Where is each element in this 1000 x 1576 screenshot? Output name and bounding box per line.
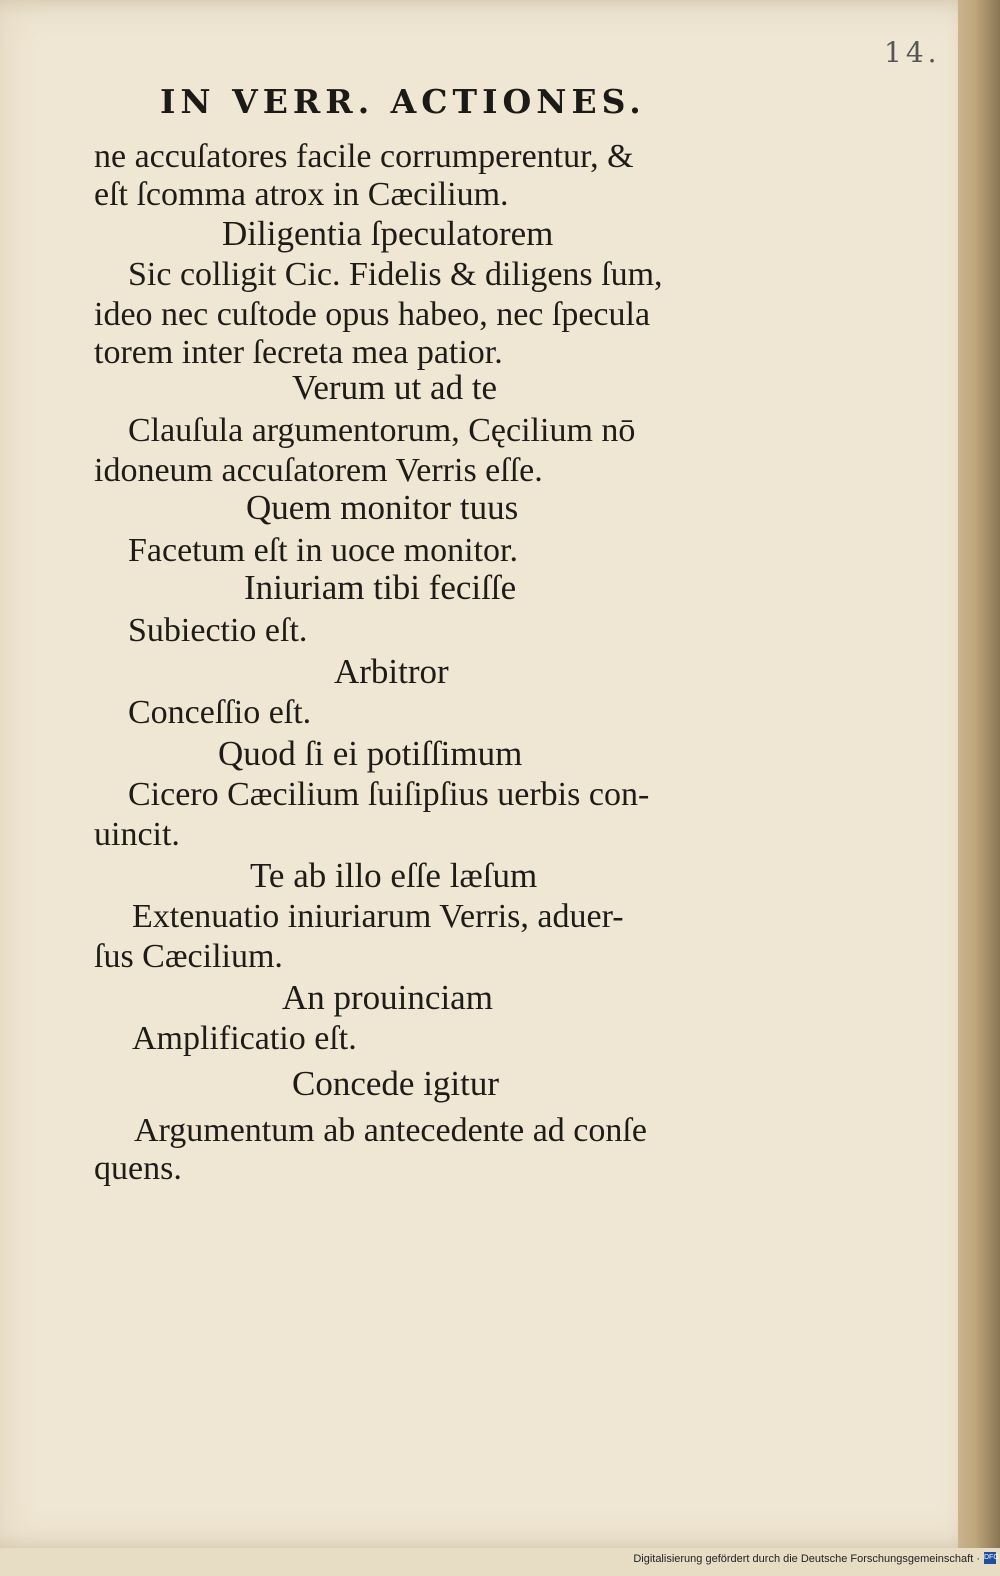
lemma-heading: Te ab illo eſſe læſum <box>250 856 538 895</box>
page-edge <box>958 0 1000 1548</box>
text-line: Sic colligit Cic. Fidelis & diligens ſum, <box>128 256 663 293</box>
text-line: ſus Cæcilium. <box>94 938 283 975</box>
text-line: Subiectio eſt. <box>128 612 308 649</box>
text-line: Extenuatio iniuriarum Verris, aduer- <box>132 898 624 935</box>
lemma-heading: Diligentia ſpeculatorem <box>222 214 554 253</box>
dfg-logo: DFG <box>984 1552 996 1564</box>
lemma-heading: Iniuriam tibi feciſſe <box>244 568 517 607</box>
lemma-heading: An prouinciam <box>282 978 493 1017</box>
lemma-heading: Quod ſi ei potiſſimum <box>218 734 523 773</box>
running-header: IN VERR. ACTIONES. <box>160 82 646 121</box>
text-line: quens. <box>94 1150 182 1187</box>
text-line: Cicero Cæcilium ſuiſipſius uerbis con- <box>128 776 650 813</box>
lemma-heading: Quem monitor tuus <box>246 488 519 527</box>
folio-number: 14. <box>884 36 941 69</box>
text-line: uincit. <box>94 816 180 853</box>
text-line: Clauſula argumentorum, Cęcilium nō <box>128 412 636 449</box>
text-line: torem inter ſecreta mea patior. <box>94 334 503 371</box>
lemma-heading: Arbitror <box>334 652 449 691</box>
text-line: Amplificatio eſt. <box>132 1020 357 1057</box>
lemma-heading: Concede igitur <box>292 1064 500 1103</box>
text-line: ne accuſatores facile corrumperentur, & <box>94 138 634 175</box>
text-line: ideo nec cuſtode opus habeo, nec ſpecula <box>94 296 651 333</box>
text-line: Conceſſio eſt. <box>128 694 312 731</box>
text-line: Argumentum ab antecedente ad conſe <box>134 1112 647 1149</box>
digitization-credit: Digitalisierung gefördert durch die Deutsche Forschungsgemeinschaft · <box>633 1553 980 1565</box>
text-line: idoneum accuſatorem Verris eſſe. <box>94 452 543 489</box>
lemma-heading: Verum ut ad te <box>292 368 498 407</box>
text-line: eſt ſcomma atrox in Cæcilium. <box>94 176 509 213</box>
text-line: Facetum eſt in uoce monitor. <box>128 532 518 569</box>
